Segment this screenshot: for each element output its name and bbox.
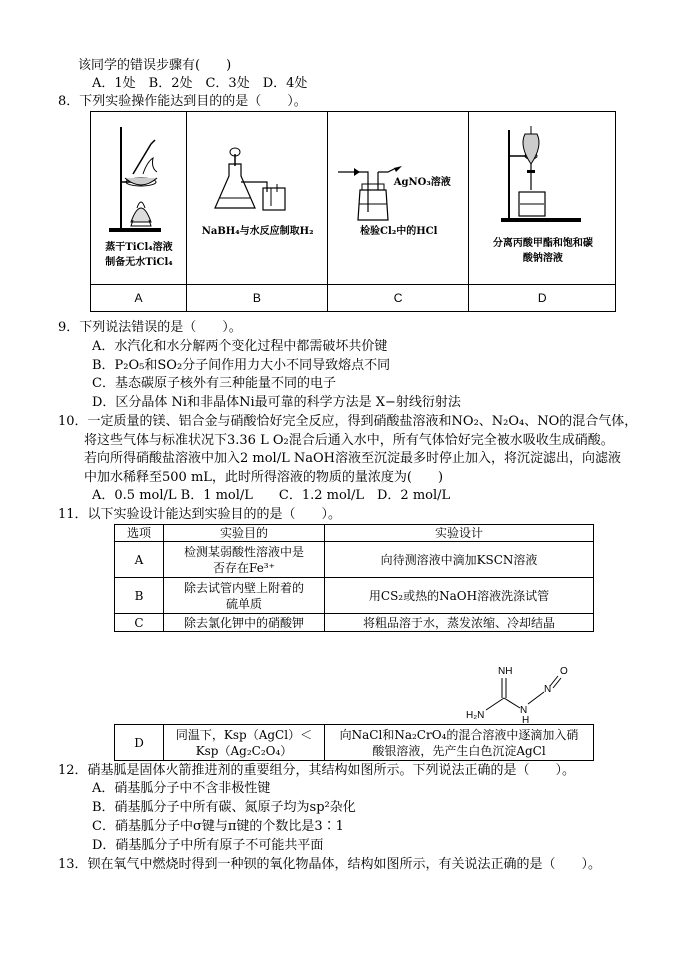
q9-option-a: A．水汽化和水分解两个变化过程中都需破坏共价键 — [92, 339, 388, 354]
q11-c-design: 将粗品溶于水，蒸发浓缩、冷却结晶 — [325, 614, 594, 632]
q11-a-aim-1: 检测某弱酸性溶液中是 — [183, 544, 304, 559]
q11-c-option: C — [115, 614, 164, 632]
q8-stem: 8．下列实验操作能达到目的的是（ ）。 — [58, 94, 307, 109]
q11-d-design-2: 酸银溶液，先产生白色沉淀AgCl — [372, 743, 546, 758]
q11-table — [114, 524, 594, 632]
q8-panel-a — [91, 112, 187, 285]
q11-b-aim-1: 除去试管内壁上附着的 — [183, 580, 304, 595]
gas-generator-icon — [187, 112, 328, 284]
structure-nitro-n-label: N — [544, 684, 552, 695]
q9-stem: 9．下列说法错误的是（ ）。 — [58, 320, 242, 335]
q11-row-a — [115, 542, 594, 578]
q10-line-4: 中加水稀释至500 mL，此时所得溶液的物质的量浓度为( ) — [84, 470, 444, 485]
q8-panel-d — [469, 112, 616, 285]
q9-option-b: B．P₂O₅和SO₂分子间作用力大小不同导致熔点不同 — [92, 358, 391, 373]
q9-option-d: D．区分晶体 Ni和非晶体Ni最可靠的科学方法是 X−射线衍射法 — [92, 395, 461, 410]
q8-label-c: C — [327, 285, 469, 312]
q11-row-b — [115, 578, 594, 614]
q11-stem: 11．以下实验设计能达到实验目的的是（ ）。 — [58, 507, 342, 522]
q11-d-design-1: 向NaCl和Na₂CrO₄的混合溶液中逐滴加入硝 — [339, 727, 579, 742]
q8-a-caption-1: 蒸干TiCl₄溶液 — [105, 242, 173, 253]
q8-panel-b — [187, 112, 328, 285]
structure-h-label: H — [522, 715, 530, 724]
q10-options: A．0.5 mol/L B．1 mol/L C．1.2 mol/L D．2 mol/L — [92, 488, 451, 503]
q11-a-option: A — [115, 542, 164, 578]
q8-c-caption: 检验Cl₂中的HCl — [360, 226, 438, 237]
q8-panel-c — [327, 112, 469, 285]
q8-a-caption-2: 制备无水TiCl₄ — [105, 257, 173, 268]
q11-table-row-d — [114, 724, 594, 761]
q7-stem: 该同学的错误步骤有( ) — [78, 58, 232, 73]
q10-line-1: 10．一定质量的镁、铝合金与硝酸恰好完全反应，得到硝酸盐溶液和NO₂、N₂O₄、NO的混合气体， — [58, 414, 638, 429]
q8-apparatus-table — [90, 111, 616, 312]
q12-option-c: C．硝基胍分子中σ键与π键的个数比是3∶1 — [92, 819, 344, 834]
q8-d-caption-1: 分离丙酸甲酯和饱和碳 — [492, 238, 593, 249]
q9-option-c: C．基态碳原子核外有三种能量不同的电子 — [92, 376, 336, 391]
q11-header-design: 实验设计 — [325, 525, 594, 542]
q13-stem: 13．钡在氧气中燃烧时得到一种钡的氧化物晶体，结构如图所示，有关说法正确的是（ ）。 — [58, 857, 602, 872]
q11-row-c — [115, 614, 594, 632]
q8-b-caption: NaBH₄与水反应制取H₂ — [201, 226, 314, 237]
q12-option-d: D．硝基胍分子中所有原子不可能共平面 — [92, 838, 324, 853]
q10-line-2: 将这些气体与标准状况下3.36 L O₂混合后通入水中，所有气体恰好完全被水吸收生成硝酸。 — [84, 433, 614, 448]
q8-label-a: A — [91, 285, 187, 312]
structure-n-label: N — [520, 705, 528, 716]
q11-b-aim-2: 硫单质 — [225, 596, 262, 611]
q12-option-b: B．硝基胍分子中所有碳、氮原子均为sp²杂化 — [92, 800, 356, 815]
nitroguanidine-structure-diagram — [460, 656, 580, 724]
q8-label-d: D — [469, 285, 616, 312]
q10-line-3: 若向所得硝酸盐溶液中加入2 mol/L NaOH溶液至沉淀最多时停止加入，将沉淀滤出，向滤液 — [84, 451, 621, 466]
gas-washing-bottle-icon — [328, 112, 470, 284]
q11-d-aim-1: 同温下，Ksp（AgCl）＜ — [175, 727, 313, 742]
q12-stem: 12．硝基胍是固体火箭推进剂的重要组分，其结构如图所示。下列说法正确的是（ ）。 — [58, 763, 576, 778]
q11-row-d — [115, 725, 594, 761]
q8-label-b: B — [187, 285, 328, 312]
q8-d-caption-2: 酸钠溶液 — [522, 253, 563, 264]
q11-b-option: B — [115, 578, 164, 614]
structure-o-label: O — [560, 666, 568, 677]
q11-a-design: 向待测溶液中滴加KSCN溶液 — [325, 542, 594, 578]
q12-option-a: A．硝基胍分子中不含非极性键 — [92, 781, 271, 796]
q11-b-design: 用CS₂或热的NaOH溶液洗涤试管 — [325, 578, 594, 614]
q11-header-aim: 实验目的 — [164, 525, 325, 542]
q11-d-aim-2: Ksp（Ag₂C₂O₄） — [195, 743, 293, 758]
structure-h2n-label: H₂N — [466, 710, 485, 721]
q7-options: A．1处 B．2处 C．3处 D．4处 — [92, 76, 308, 91]
q11-a-aim-2: 否存在Fe³⁺ — [213, 560, 275, 575]
q11-header-option: 选项 — [115, 525, 164, 542]
q8-c-reagent: AgNO₃溶液 — [393, 177, 451, 188]
q11-d-option: D — [115, 725, 164, 761]
structure-nh-label: NH — [498, 666, 513, 677]
q11-c-aim: 除去氯化钾中的硝酸钾 — [164, 614, 325, 632]
